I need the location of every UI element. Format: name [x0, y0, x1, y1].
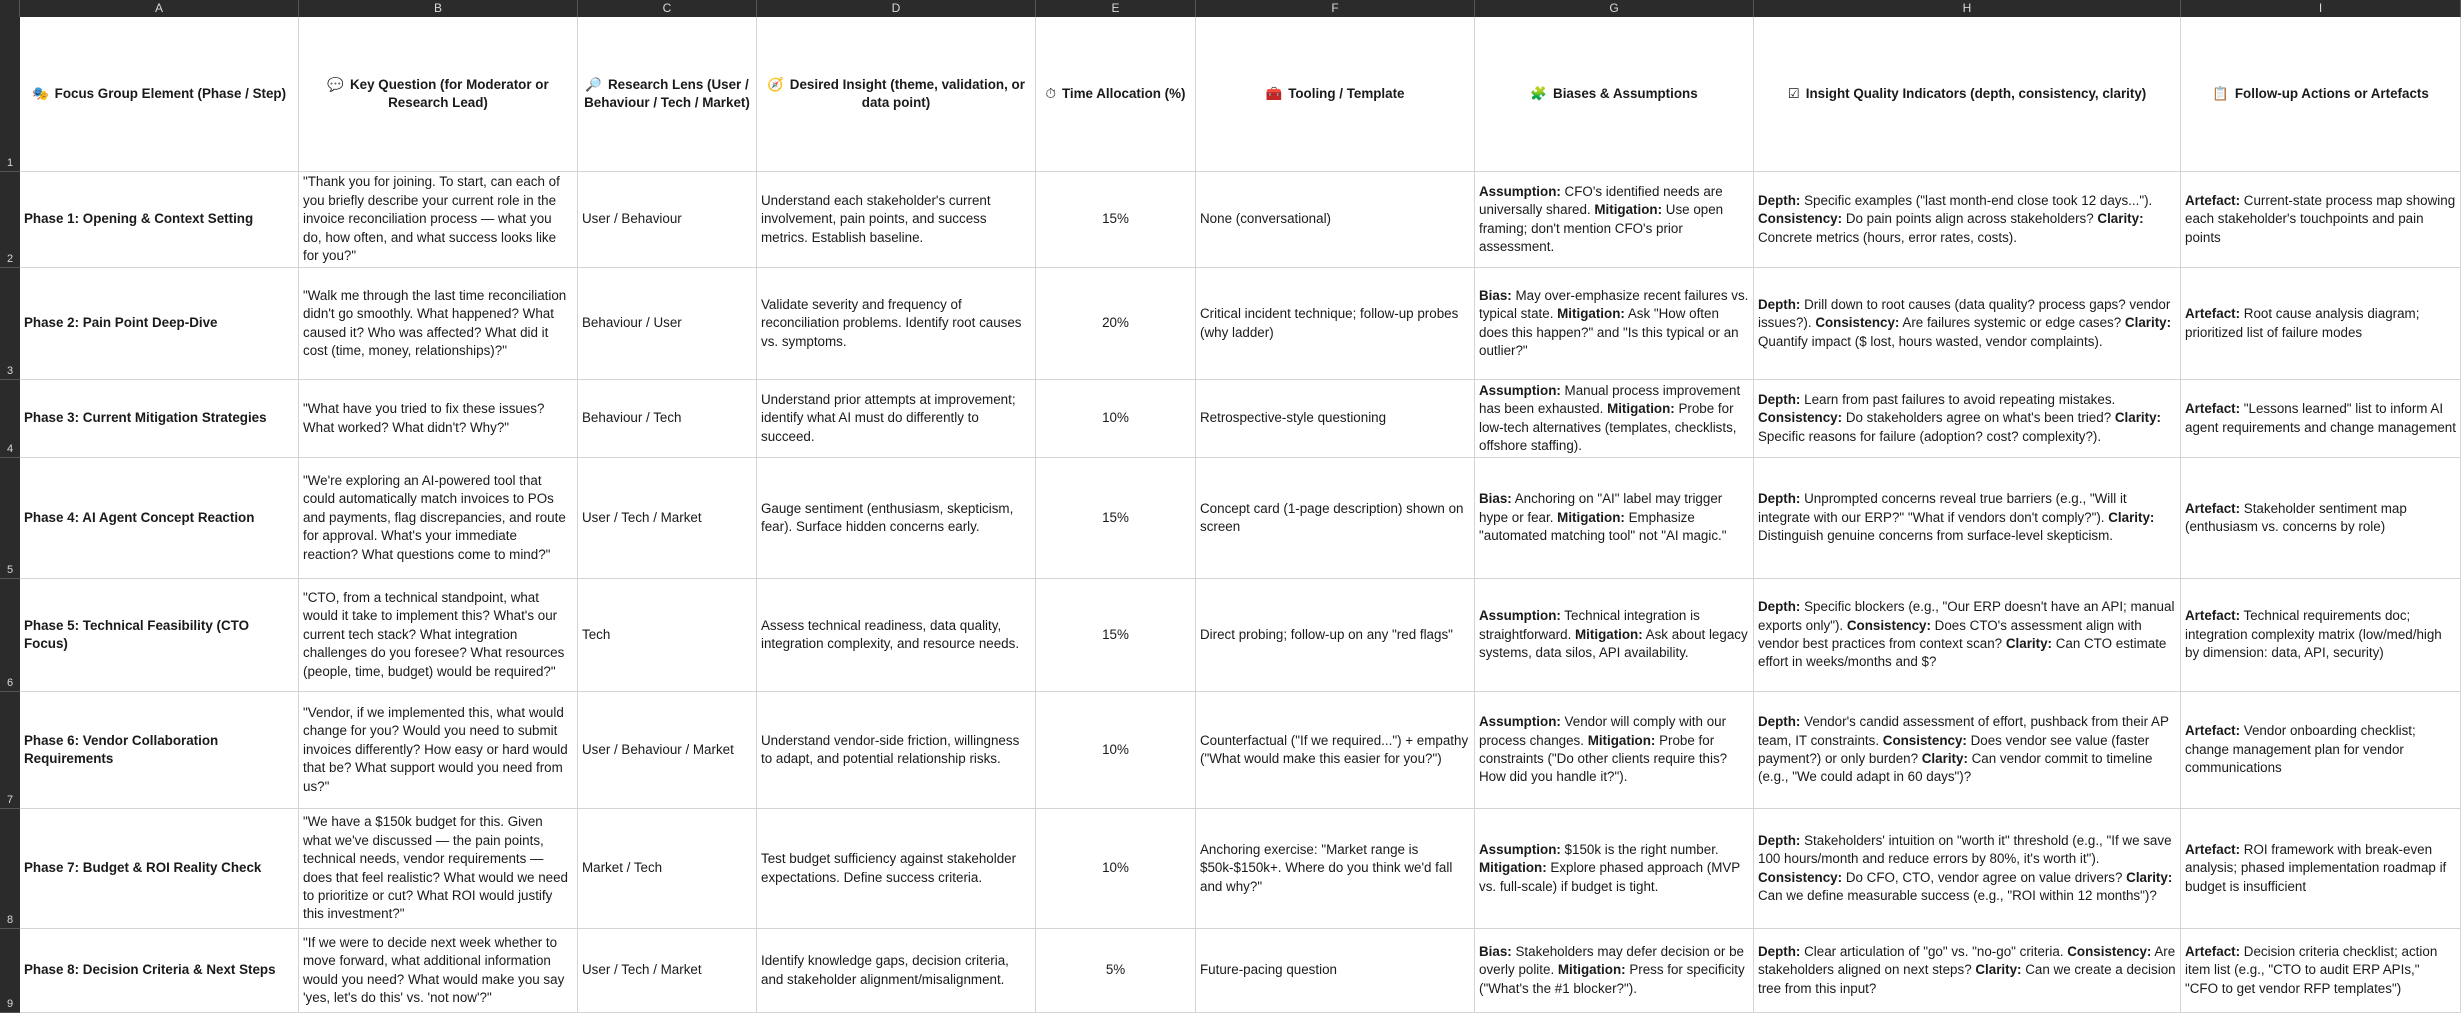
biases-cell[interactable] [1475, 268, 1754, 380]
label-bold: Consistency: [2067, 943, 2152, 959]
quality-cell[interactable] [1754, 268, 2181, 380]
followup-cell-text [2185, 841, 2456, 896]
phase-cell[interactable] [20, 579, 299, 692]
tooling-cell-text: Counterfactual ("If we required...") + empathy ("What would make this easier for you?") [1200, 732, 1469, 766]
label-bold: Mitigation: [1587, 732, 1656, 748]
lens-cell[interactable] [578, 809, 757, 929]
quality-cell[interactable] [1754, 692, 2181, 809]
lens-cell[interactable] [578, 172, 757, 268]
lens-cell-text: User / Behaviour / Market [582, 741, 734, 757]
question-cell[interactable] [299, 268, 578, 380]
tooling-cell[interactable] [1196, 268, 1475, 380]
label-text: Drill down to root causes (data quality? process gaps? vendor issues?). [1758, 296, 2171, 331]
followup-cell[interactable] [2181, 692, 2461, 809]
insight-cell-text: Test budget sufficiency against stakeholder expectations. Define success criteria. [761, 851, 1017, 885]
phase-cell-text: Phase 1: Opening & Context Setting [24, 211, 254, 227]
row-header-4[interactable]: 4 [0, 380, 20, 458]
time-cell-text: 15% [1102, 509, 1129, 525]
column-header-h[interactable]: H [1754, 0, 2181, 17]
insight-cell-text: Assess technical readiness, data quality, integration complexity, and resource needs. [761, 617, 1020, 651]
label-bold: Clarity: [2097, 211, 2144, 227]
header-row [20, 17, 2461, 172]
label-bold: Depth: [1758, 599, 1801, 615]
compass-icon: 🧭 [767, 76, 784, 92]
question-cell-text: "If we were to decide next week whether to move forward, what additional information would you need? What would make you say 'yes, let's do this' vs. 'not now'?" [303, 934, 565, 1005]
label-text: Vendor onboarding checklist; change management plan for vendor communications [2185, 723, 2416, 776]
time-cell-text: 10% [1102, 741, 1129, 757]
question-cell-text: "CTO, from a technical standpoint, what would it take to implement this? What's our current tech stack? What integration challenges do you foresee? What resources (people, time, budget) would be required?" [303, 589, 565, 679]
label-text: Are stakeholders aligned on next steps? [1758, 943, 2176, 978]
time-cell[interactable] [1036, 172, 1196, 268]
label-bold: Assumption: [1479, 183, 1561, 199]
phase-cell-text: Phase 4: AI Agent Concept Reaction [24, 509, 255, 525]
label-text: Probe for constraints ("Do other clients require this? How did you handle it?"). [1479, 732, 1728, 785]
tooling-cell[interactable] [1196, 692, 1475, 809]
label-text: Can we define measurable success (e.g., "ROI within 12 months")? [1758, 887, 2157, 903]
followup-cell-text [2185, 400, 2456, 437]
lens-cell-text: Market / Tech [582, 860, 663, 876]
label-bold: Artefact: [2185, 500, 2241, 516]
insight-cell-text: Understand each stakeholder's current involvement, pain points, and success metrics. Establish baseline. [761, 192, 991, 245]
phase-cell-text: Phase 8: Decision Criteria & Next Steps [24, 962, 276, 978]
label-bold: Consistency: [1758, 869, 1843, 885]
insight-cell-text: Understand prior attempts at improvement; identify what AI must do differently to succeed. [761, 391, 1016, 444]
label-bold: Clarity: [2108, 509, 2155, 525]
label-bold: Artefact: [2185, 608, 2241, 624]
followup-cell-text [2185, 500, 2456, 537]
label-text: Stakeholders may defer decision or be overly polite. [1479, 943, 1744, 978]
label-bold: Clarity: [2114, 410, 2162, 426]
table-row [20, 809, 2461, 929]
time-cell-text: 5% [1105, 962, 1126, 978]
quality-cell[interactable] [1754, 929, 2181, 1013]
label-text: Ask "How often does this happen?" and "Is this typical or an outlier?" [1479, 306, 1739, 358]
clipboard-icon: 📋 [2212, 85, 2229, 101]
label-text: Do stakeholders agree on what's been tried? [1842, 410, 2115, 426]
time-cell[interactable] [1036, 380, 1196, 458]
tooling-cell-text: Direct probing; follow-up on any "red flags" [1200, 626, 1453, 642]
label-bold: Consistency: [1758, 211, 1843, 227]
biases-cell[interactable] [1475, 579, 1754, 692]
tooling-cell[interactable] [1196, 809, 1475, 929]
lens-cell[interactable] [578, 692, 757, 809]
lens-icon: 🔎 [585, 76, 602, 92]
label-bold: Artefact: [2185, 841, 2241, 857]
quality-cell-text [1758, 391, 2176, 446]
row-header-2[interactable]: 2 [0, 172, 20, 268]
label-bold: Artefact: [2185, 192, 2241, 208]
label-bold: Assumption: [1479, 841, 1561, 857]
lens-cell[interactable] [578, 380, 757, 458]
checkbox-icon: ☑ [1787, 85, 1800, 101]
tooling-cell[interactable] [1196, 458, 1475, 579]
row-header-3[interactable]: 3 [0, 268, 20, 380]
tooling-cell-text: Future-pacing question [1200, 962, 1337, 978]
time-cell-text: 10% [1102, 860, 1129, 876]
column-header-f[interactable]: F [1196, 0, 1475, 17]
tooling-cell[interactable] [1196, 380, 1475, 458]
biases-cell[interactable] [1475, 809, 1754, 929]
select-all-corner[interactable] [0, 0, 20, 17]
label-text: Specific examples ("last month-end close took 12 days..."). [1800, 192, 2153, 208]
target-icon: 🎭 [31, 85, 49, 101]
column-header-a[interactable]: A [20, 0, 299, 17]
row-number-gutter [0, 17, 20, 1013]
row-header-7[interactable]: 7 [0, 692, 20, 809]
lens-cell-text: User / Tech / Market [582, 962, 702, 978]
phase-cell[interactable] [20, 380, 299, 458]
quality-cell[interactable] [1754, 172, 2181, 268]
label-bold: Artefact: [2185, 401, 2241, 417]
lens-cell[interactable] [578, 579, 757, 692]
question-cell[interactable] [299, 458, 578, 579]
label-text: Concrete metrics (hours, error rates, costs). [1758, 229, 2017, 245]
column-header-d[interactable]: D [757, 0, 1036, 17]
tooling-cell[interactable] [1196, 172, 1475, 268]
biases-cell-text [1479, 841, 1749, 896]
label-text: "Lessons learned" list to inform AI agent requirements and change management [2185, 401, 2456, 435]
header-cell-time[interactable]: ⏱ Time Allocation (%) [1036, 17, 1196, 172]
phase-cell[interactable] [20, 929, 299, 1013]
label-text: Quantify impact ($ lost, hours wasted, vendor complaints). [1758, 333, 2103, 349]
phase-cell[interactable] [20, 809, 299, 929]
header-cell-biases[interactable]: 🧩 Biases & Assumptions [1475, 17, 1754, 172]
label-text: CFO's identified needs are universally shared. [1479, 183, 1723, 218]
quality-cell-text [1758, 490, 2176, 545]
lens-cell[interactable] [578, 929, 757, 1013]
question-cell-text: "We're exploring an AI-powered tool that could automatically match invoices to POs and payments, flag discrepancies, and route for approval. What's your immediate reaction? What questions come to mind?" [303, 472, 566, 562]
lens-cell-text: Behaviour / Tech [582, 410, 682, 426]
phase-cell-text: Phase 5: Technical Feasibility (CTO Focus) [24, 617, 249, 651]
label-bold: Bias: [1479, 491, 1512, 507]
label-text: Can CTO estimate effort in weeks/months and $? [1758, 636, 2167, 670]
time-cell[interactable] [1036, 809, 1196, 929]
quality-cell[interactable] [1754, 809, 2181, 929]
insight-cell[interactable] [757, 458, 1036, 579]
label-bold: Mitigation: [1479, 860, 1547, 876]
row-header-8[interactable]: 8 [0, 809, 20, 929]
speech-bubble-icon: 💬 [327, 76, 345, 92]
biases-cell[interactable] [1475, 929, 1754, 1013]
quality-cell-text [1758, 943, 2176, 998]
table-row [20, 929, 2461, 1013]
table-row [20, 692, 2461, 809]
time-cell[interactable] [1036, 268, 1196, 380]
header-cell-question[interactable]: 💬 Key Question (for Moderator or Research Lead) [299, 17, 578, 172]
label-text: Can we create a decision tree from this input? [1758, 962, 2176, 996]
tooling-cell-text: Critical incident technique; follow-up probes (why ladder) [1200, 306, 1459, 340]
insight-cell[interactable] [757, 579, 1036, 692]
label-text: Anchoring on "AI" label may trigger hype or fear. [1479, 491, 1723, 525]
insight-cell-text: Understand vendor-side friction, willingness to adapt, and potential relationship risks. [761, 732, 1020, 766]
label-bold: Consistency: [1846, 617, 1931, 633]
column-header-e[interactable]: E [1036, 0, 1196, 17]
table-row [20, 268, 2461, 380]
label-text: Root cause analysis diagram; prioritized list of failure modes [2185, 306, 2420, 340]
label-bold: Assumption: [1479, 714, 1561, 730]
question-cell[interactable] [299, 809, 578, 929]
question-cell-text: "Vendor, if we implemented this, what would change for you? Would you need to submit invoices differently? How easy or hard would that be? What support would you need from us?" [303, 704, 568, 794]
label-text: Technical integration is straightforward. [1479, 608, 1700, 642]
time-cell[interactable] [1036, 692, 1196, 809]
time-cell-text: 10% [1102, 410, 1129, 426]
question-cell[interactable] [299, 172, 578, 268]
header-cell-insight[interactable]: 🧭 Desired Insight (theme, validation, or data point) [757, 17, 1036, 172]
biases-cell-text [1479, 183, 1749, 257]
followup-cell-text [2185, 943, 2456, 998]
biases-cell-text [1479, 713, 1749, 787]
quality-cell-text [1758, 192, 2176, 247]
label-bold: Mitigation: [1607, 401, 1675, 417]
tooling-cell-text: Concept card (1-page description) shown on screen [1200, 500, 1464, 534]
label-text: May over-emphasize recent failures vs. typical state. [1479, 287, 1749, 322]
label-bold: Artefact: [2185, 943, 2241, 959]
label-text: Learn from past failures to avoid repeating mistakes. [1800, 391, 2116, 407]
label-bold: Artefact: [2185, 306, 2241, 322]
insight-cell[interactable] [757, 268, 1036, 380]
label-bold: Consistency: [1758, 410, 1843, 426]
followup-cell[interactable] [2181, 268, 2461, 380]
label-text: Probe for low-tech alternatives (templates, checklists, offshore staffing). [1479, 401, 1737, 453]
lens-cell[interactable] [578, 458, 757, 579]
column-header-b[interactable]: B [299, 0, 578, 17]
puzzle-icon: 🧩 [1530, 85, 1548, 101]
phase-cell[interactable] [20, 268, 299, 380]
lens-cell-text: User / Behaviour [582, 211, 682, 227]
label-bold: Clarity: [2005, 636, 2052, 651]
header-cell-lens[interactable]: 🔎 Research Lens (User / Behaviour / Tech / Market) [578, 17, 757, 172]
table-row [20, 172, 2461, 268]
label-bold: Bias: [1479, 287, 1512, 303]
quality-cell-text [1758, 296, 2176, 351]
label-bold: Depth: [1758, 714, 1801, 730]
header-cell-phase[interactable]: 🎭 Focus Group Element (Phase / Step) [20, 17, 299, 172]
label-text: Emphasize "automated matching tool" not "AI magic." [1479, 509, 1727, 544]
quality-cell[interactable] [1754, 458, 2181, 579]
label-bold: Depth: [1758, 832, 1801, 848]
question-cell-text: "Thank you for joining. To start, can each of you briefly describe your current role in the invoice reconciliation process — what you do, how often, and what success looks like for you?" [303, 174, 560, 264]
lens-cell-text: User / Tech / Market [582, 509, 702, 525]
insight-cell[interactable] [757, 809, 1036, 929]
phase-cell[interactable] [20, 692, 299, 809]
tooling-cell[interactable] [1196, 929, 1475, 1013]
quality-cell-text [1758, 598, 2176, 672]
biases-cell-text [1479, 382, 1749, 456]
label-text: Explore phased approach (MVP vs. full-scale) if budget is tight. [1479, 860, 1740, 894]
label-bold: Assumption: [1479, 608, 1561, 624]
label-text: Ask about legacy systems, data silos, API availability. [1479, 626, 1748, 661]
header-cell-followup[interactable]: 📋 Follow-up Actions or Artefacts [2181, 17, 2461, 172]
label-bold: Consistency: [1815, 315, 1900, 331]
label-text: Current-state process map showing each stakeholder's touchpoints and pain points [2185, 192, 2456, 245]
label-bold: Bias: [1479, 943, 1512, 959]
label-text: Do pain points align across stakeholders? [1842, 211, 2098, 227]
phase-cell[interactable] [20, 172, 299, 268]
followup-cell-text [2185, 607, 2456, 662]
row-header-1[interactable]: 1 [0, 17, 20, 172]
biases-cell[interactable] [1475, 458, 1754, 579]
label-bold: Artefact: [2185, 723, 2241, 739]
label-text: $150k is the right number. [1560, 841, 1719, 857]
label-text: Does CTO's assessment align with vendor best practices from context scan? [1758, 617, 2142, 651]
followup-cell-text [2185, 722, 2456, 777]
question-cell[interactable] [299, 692, 578, 809]
question-cell[interactable] [299, 380, 578, 458]
label-text: Unprompted concerns reveal true barriers (e.g., "Will it integrate with our ERP?" "What if vendors don't comply?"). [1758, 491, 2127, 525]
quality-cell-text [1758, 713, 2176, 787]
question-cell-text: "We have a $150k budget for this. Given what we've discussed — the pain points, technical needs, vendor requirements — does that feel realistic? What would we need to prioritize or cut? What ROI would justify this investment?" [303, 814, 568, 922]
followup-cell[interactable] [2181, 809, 2461, 929]
tooling-cell-text: Retrospective-style questioning [1200, 410, 1387, 426]
header-cell-tooling[interactable]: 🧰 Tooling / Template [1196, 17, 1475, 172]
label-bold: Depth: [1758, 296, 1801, 312]
label-text: Press for specificity ("What's the #1 blocker?"). [1479, 962, 1745, 996]
label-text: Specific blockers (e.g., "Our ERP doesn't have an API; manual exports only"). [1758, 599, 2175, 633]
label-text: Specific reasons for failure (adoption? cost? complexity?). [1758, 428, 2102, 444]
label-text: Does vendor see value (faster payment?) or only burden? [1758, 732, 2150, 766]
label-bold: Depth: [1758, 391, 1801, 407]
time-cell[interactable] [1036, 579, 1196, 692]
lens-cell-text: Tech [582, 626, 611, 642]
column-header-strip [0, 0, 2461, 17]
followup-cell[interactable] [2181, 929, 2461, 1013]
label-bold: Depth: [1758, 192, 1801, 208]
biases-cell[interactable] [1475, 172, 1754, 268]
row-header-9[interactable]: 9 [0, 929, 20, 1013]
followup-cell-text [2185, 305, 2456, 342]
label-bold: Mitigation: [1594, 202, 1663, 218]
row-header-5[interactable]: 5 [0, 458, 20, 579]
insight-cell-text: Gauge sentiment (enthusiasm, skepticism, fear). Surface hidden concerns early. [761, 500, 1014, 534]
table-row [20, 579, 2461, 692]
table-row [20, 458, 2461, 579]
time-cell-text: 20% [1102, 315, 1129, 331]
question-cell[interactable] [299, 929, 578, 1013]
followup-cell-text [2185, 192, 2456, 247]
quality-cell[interactable] [1754, 579, 2181, 692]
insight-cell-text: Identify knowledge gaps, decision criteria, and stakeholder alignment/misalignment. [761, 953, 1009, 987]
quality-cell[interactable] [1754, 380, 2181, 458]
biases-cell-text [1479, 943, 1749, 998]
label-text: Vendor's candid assessment of effort, pushback from their AP team, IT constraints. [1758, 714, 2169, 748]
column-header-g[interactable]: G [1475, 0, 1754, 17]
label-bold: Mitigation: [1575, 626, 1643, 642]
label-text: Are failures systemic or edge cases? [1899, 315, 2125, 331]
label-bold: Mitigation: [1557, 306, 1625, 322]
question-cell-text: "What have you tried to fix these issues? What worked? What didn't? Why?" [303, 401, 545, 435]
label-bold: Depth: [1758, 943, 1801, 959]
phase-cell-text: Phase 2: Pain Point Deep-Dive [24, 315, 218, 331]
column-header-c[interactable]: C [578, 0, 757, 17]
question-cell-text: "Walk me through the last time reconciliation didn't go smoothly. What happened? What caused it? Who was affected? What did it cost (time, money, relationships)?" [303, 287, 567, 358]
biases-cell[interactable] [1475, 380, 1754, 458]
label-bold: Assumption: [1479, 382, 1561, 398]
label-text: Do CFO, CTO, vendor agree on value drivers? [1842, 869, 2127, 885]
label-text: ROI framework with break-even analysis; phased implementation roadmap if budget is insufficient [2185, 841, 2447, 894]
label-text: Manual process improvement has been exhausted. [1479, 382, 1741, 417]
insight-cell[interactable] [757, 692, 1036, 809]
time-cell-text: 15% [1102, 211, 1129, 227]
tooling-cell-text: None (conversational) [1200, 211, 1331, 227]
label-text: Stakeholders' intuition on "worth it" threshold (e.g., "If we save 100 hours/month and reduce errors by 80%, it's worth it"). [1758, 832, 2172, 867]
phase-cell-text: Phase 3: Current Mitigation Strategies [24, 410, 267, 426]
lens-cell[interactable] [578, 268, 757, 380]
followup-cell[interactable] [2181, 579, 2461, 692]
time-cell[interactable] [1036, 458, 1196, 579]
label-text: Can vendor commit to timeline (e.g., "We could adapt in 60 days")? [1758, 751, 2153, 785]
time-cell-text: 15% [1102, 626, 1129, 642]
insight-cell[interactable] [757, 380, 1036, 458]
phase-cell-text: Phase 6: Vendor Collaboration Requirements [24, 732, 219, 766]
question-cell[interactable] [299, 579, 578, 692]
row-header-6[interactable]: 6 [0, 579, 20, 692]
label-text: Technical requirements doc; integration complexity matrix (low/med/high by dimension: data, API, security) [2185, 608, 2442, 661]
toolbox-icon: 🧰 [1265, 85, 1283, 101]
label-text: Vendor will comply with our process changes. [1479, 714, 1727, 748]
timer-icon: ⏱ [1045, 85, 1056, 101]
tooling-cell-text: Anchoring exercise: "Market range is $50k-$150k+. Where do you think we'd fall and why?" [1200, 841, 1453, 894]
label-bold: Mitigation: [1557, 962, 1626, 978]
biases-cell-text [1479, 490, 1749, 545]
phase-cell-text: Phase 7: Budget & ROI Reality Check [24, 860, 262, 876]
table-row [20, 380, 2461, 458]
quality-cell-text [1758, 832, 2176, 906]
insight-cell[interactable] [757, 929, 1036, 1013]
label-text: Clear articulation of "go" vs. "no-go" criteria. [1800, 943, 2068, 959]
insight-cell[interactable] [757, 172, 1036, 268]
biases-cell-text [1479, 287, 1749, 361]
time-cell[interactable] [1036, 929, 1196, 1013]
followup-cell[interactable] [2181, 172, 2461, 268]
label-bold: Consistency: [1882, 732, 1967, 748]
label-text: Stakeholder sentiment map (enthusiasm vs. concerns by role) [2185, 500, 2407, 534]
phase-cell[interactable] [20, 458, 299, 579]
followup-cell[interactable] [2181, 458, 2461, 579]
label-text: Distinguish genuine concerns from surface-level skepticism. [1758, 528, 2114, 544]
header-cell-quality[interactable]: ☑ Insight Quality Indicators (depth, consistency, clarity) [1754, 17, 2181, 172]
sheet-grid [20, 17, 2461, 1013]
column-header-i[interactable]: I [2181, 0, 2461, 17]
label-bold: Clarity: [2124, 315, 2172, 331]
label-bold: Clarity: [2126, 869, 2173, 885]
lens-cell-text: Behaviour / User [582, 315, 682, 331]
insight-cell-text: Validate severity and frequency of reconciliation problems. Identify root causes vs. symptoms. [761, 296, 1022, 349]
label-bold: Depth: [1758, 491, 1801, 507]
label-bold: Clarity: [1975, 962, 2022, 978]
biases-cell-text [1479, 607, 1749, 662]
tooling-cell[interactable] [1196, 579, 1475, 692]
label-bold: Mitigation: [1557, 509, 1625, 525]
label-text: Use open framing; don't mention CFO's prior assessment. [1479, 202, 1724, 254]
label-bold: Clarity: [1921, 751, 1968, 766]
label-text: Decision criteria checklist; action item list (e.g., "CTO to audit ERP APIs," "CFO to get vendor RFP templates") [2185, 943, 2438, 996]
followup-cell[interactable] [2181, 380, 2461, 458]
biases-cell[interactable] [1475, 692, 1754, 809]
